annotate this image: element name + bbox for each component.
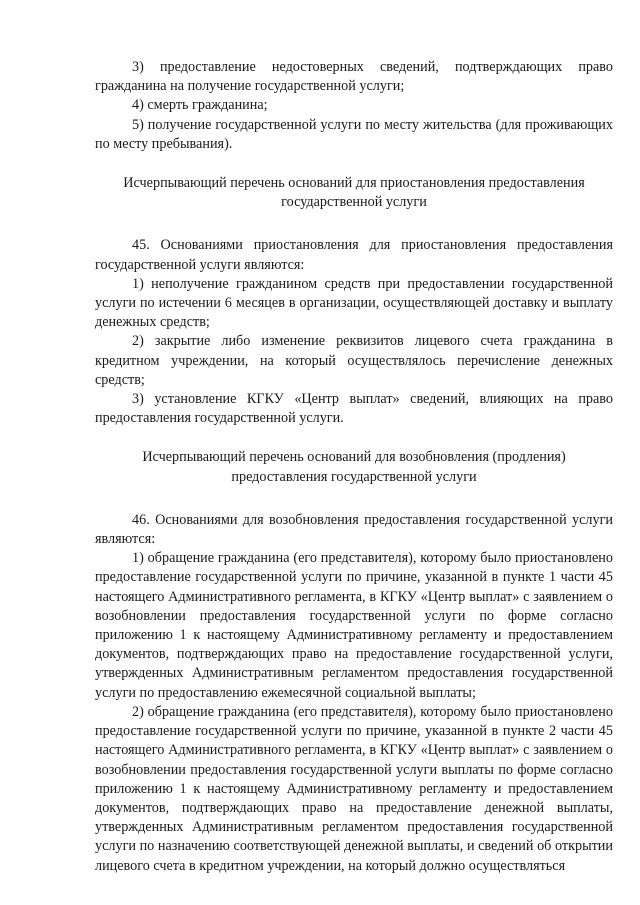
- s45-item-1: 1) неполучение гражданином средств при предоставлении государственной услуги по истечении 6 месяцев в организации, осуществляющей доставку и выплату денежных средств;: [95, 275, 613, 331]
- heading-resumption: Исчерпывающий перечень оснований для возобновления (продления) предоставления государственной услуги: [142, 449, 566, 485]
- s44-item-3: 3) предоставление недостоверных сведений, подтверждающих право гражданина на получение государственной услуги;: [95, 59, 613, 95]
- s46-intro: 46. Основаниями для возобновления предоставления государственной услуги являются:: [95, 511, 613, 548]
- s45-item-3: 3) установление КГКУ «Центр выплат» сведений, влияющих на право предоставления государственной услуги.: [95, 391, 613, 427]
- s45-intro: 45. Основаниями приостановления для приостановления предоставления государственной услуги являются:: [95, 237, 613, 273]
- s46-item-2: 2) обращение гражданина (его представителя), которому было приостановлено предоставление государственной услуги по причине, указанной в пункте 2 части 45 настоящего Административного регламента, в КГКУ «Центр выплат» с заявлением о возобновлении предоставления государственной услуги выплаты по форме согласно приложению 1 к настоящему Административному регламенту и предоставлением документов, подтверждающих право на предоставление денежной выплаты, утвержденных Административным регламентом предоставления государственной услуги по назначению соответствующей денежной выплаты, и сведений об открытии лицевого счета в кредитном учреждении, на который должно осуществляться: [95, 703, 613, 874]
- s45-item-2: 2) закрытие либо изменение реквизитов лицевого счета гражданина в кредитном учреждении, на который осуществлялось перечисление денежных средств;: [95, 333, 613, 388]
- document-page: [95, 58, 613, 876]
- s46-item-1: 1) обращение гражданина (его представителя), которому было приостановлено предоставление государственной услуги по причине, указанной в пункте 1 части 45 настоящего Административного регламента, в КГКУ «Центр выплат» с заявлением о возобновлении предоставления государственной услуги по форме согласно приложению 1 к настоящему Административному регламенту и предоставлением документов, подтверждающих право на предоставление государственной услуги, утвержденных Административным регламентом предоставления государственной услуги по предоставлению ежемесячной социальной выплаты;: [95, 550, 613, 701]
- s44-item-4: 4) смерть гражданина;: [132, 97, 268, 114]
- s44-item-5: 5) получение государственной услуги по месту жительства (для проживающих по месту пребывания).: [95, 116, 613, 152]
- heading-suspension: Исчерпывающий перечень оснований для приостановления предоставления государственной услуги: [123, 175, 585, 211]
